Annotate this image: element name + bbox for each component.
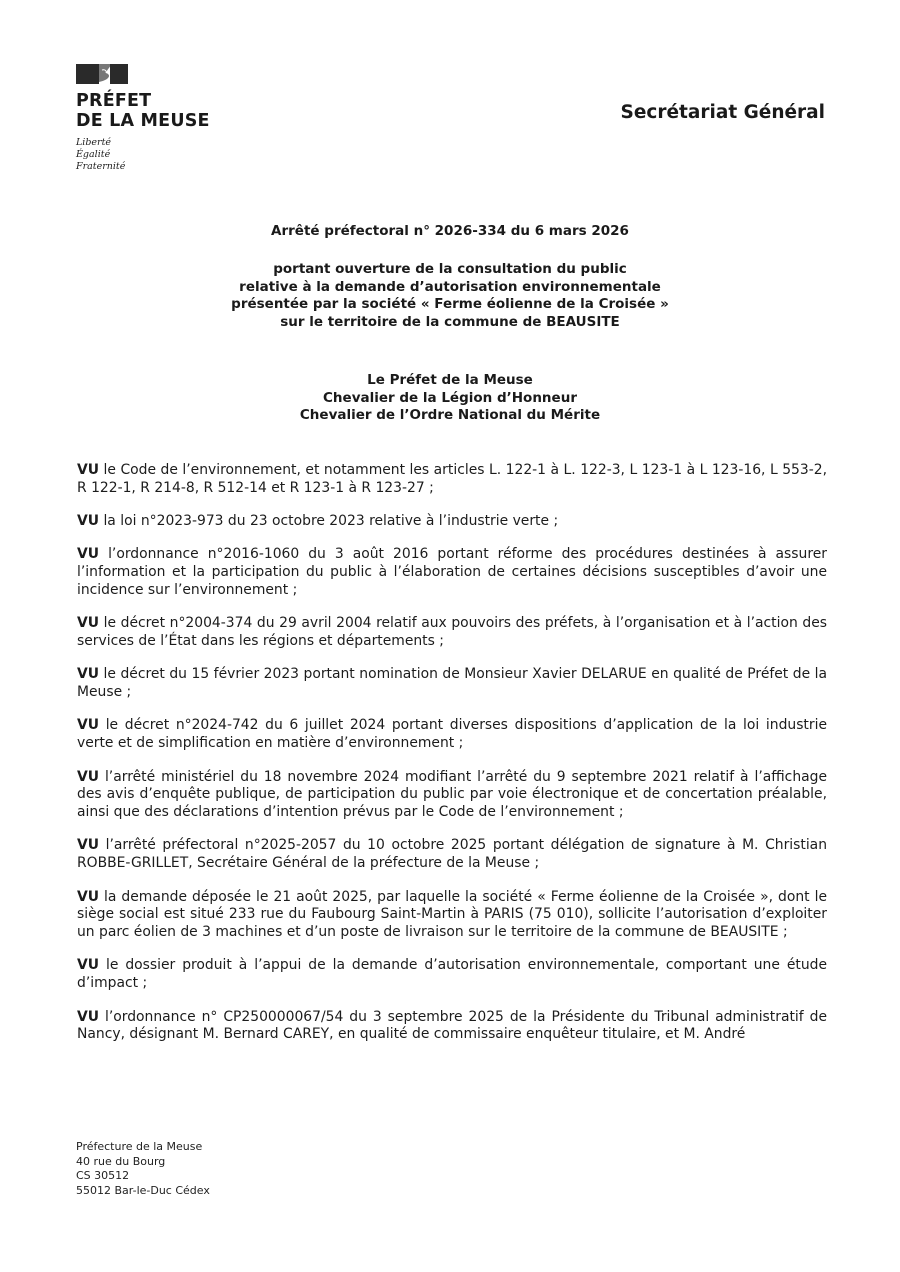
considerant-paragraph (77, 546, 827, 599)
authority-line: Le Préfet de la Meuse (367, 372, 533, 388)
republic-motto (76, 137, 276, 173)
prefecture-address (76, 1140, 210, 1198)
considerants-list (77, 462, 827, 1060)
prefecture-name (76, 91, 276, 131)
considerant-paragraph (77, 513, 827, 531)
considerant-text: l’ordonnance n°2016-1060 du 3 août 2016 portant réforme des procédures destinées à assurer l’information et la participation du public à l’élaboration de certaines décisions susceptibles d’avoir une incidence sur l’environnement ; (77, 546, 827, 598)
considerant-paragraph (77, 666, 827, 702)
arrete-title-line: Arrêté préfectoral n° 2026-334 du 6 mars 2026 (271, 223, 629, 239)
considerant-text: le Code de l’environnement, et notamment les articles L. 122-1 à L. 122-3, L 123-1 à L 123-16, L 553-2, R 122-1, R 214-8, R 512-14 et R 123-1 à R 123-27 ; (77, 462, 827, 496)
considerant-text: le dossier produit à l’appui de la demande d’autorisation environnementale, comportant une étude d’impact ; (77, 957, 827, 992)
subject-line: présentée par la société « Ferme éolienne de la Croisée » (231, 296, 669, 312)
address-line: CS 30512 (76, 1169, 130, 1182)
authority-line: Chevalier de l’Ordre National du Mérite (299, 407, 601, 423)
motto-fraternite: Fraternité (76, 161, 126, 172)
address-line: Préfecture de la Meuse (76, 1140, 203, 1153)
considerant-paragraph (77, 462, 827, 498)
subject-line: portant ouverture de la consultation du public (273, 261, 627, 277)
motto-liberte: Liberté (76, 137, 112, 148)
considerant-text: l’ordonnance n° CP250000067/54 du 3 septembre 2025 de la Présidente du Tribunal administratif de Nancy, désignant M. Bernard CAREY, en qualité de commissaire enquêteur titulaire, et M. André (77, 1008, 827, 1043)
vu-label: VU (77, 888, 100, 905)
considerant-paragraph (77, 889, 827, 942)
issuing-authority (0, 372, 900, 425)
vu-label: VU (77, 462, 100, 478)
marianne-logo-icon (76, 64, 128, 84)
address-line: 40 rue du Bourg (76, 1154, 166, 1168)
considerant-text: le décret du 15 février 2023 portant nomination de Monsieur Xavier DELARUE en qualité de Préfet de la Meuse ; (77, 666, 828, 701)
prefecture-name-line2: DE LA MEUSE (76, 111, 210, 131)
issuing-service: Secrétariat Général (620, 102, 825, 123)
considerant-text: la demande déposée le 21 août 2025, par laquelle la société « Ferme éolienne de la Croisée », dont le siège social est situé 233 rue du Faubourg Saint-Martin à PARIS (75 010), sollicite l’autorisation d’exploiter un parc éolien de 3 machines et d’un poste de livraison sur le territoire de la commune de BEAUSITE ; (77, 888, 827, 941)
vu-label: VU (77, 717, 100, 734)
vu-label: VU (77, 546, 100, 563)
prefecture-name-line1: PRÉFET (76, 91, 152, 111)
considerant-paragraph (77, 837, 827, 873)
considerant-text: l’arrêté préfectoral n°2025-2057 du 10 octobre 2025 portant délégation de signature à M. Christian ROBBE-GRILLET, Secrétaire Général de la préfecture de la Meuse ; (77, 837, 827, 872)
considerant-text: l’arrêté ministériel du 18 novembre 2024 modifiant l’arrêté du 9 septembre 2021 relatif à l’affichage des avis d’enquête publique, de participation du public par voie électronique et de concertation préalable, ainsi que des déclarations d’intention prévus par le Code de l’environnement ; (77, 768, 827, 821)
vu-label: VU (77, 1008, 100, 1025)
considerant-paragraph (77, 957, 827, 993)
arrete-subject (0, 261, 900, 331)
considerant-text: le décret n°2004-374 du 29 avril 2004 relatif aux pouvoirs des préfets, à l’organisation et à l’action des services de l’État dans les régions et départements ; (77, 615, 827, 650)
arrete-title (0, 223, 900, 241)
considerant-paragraph (77, 615, 827, 651)
considerant-text: le décret n°2024-742 du 6 juillet 2024 portant diverses dispositions d’application de la loi industrie verte et de simplification en matière d’environnement ; (77, 717, 827, 752)
vu-label: VU (77, 957, 100, 974)
subject-line: sur le territoire de la commune de BEAUSITE (280, 313, 620, 330)
address-line: 55012 Bar-le-Duc Cédex (76, 1183, 210, 1197)
vu-label: VU (77, 615, 100, 632)
considerant-paragraph (77, 769, 827, 822)
subject-line: relative à la demande d’autorisation environnementale (239, 278, 661, 295)
considerant-text: la loi n°2023-973 du 23 octobre 2023 relative à l’industrie verte ; (103, 513, 559, 530)
considerant-paragraph (77, 717, 827, 753)
vu-label: VU (77, 666, 100, 683)
considerant-paragraph (77, 1009, 827, 1045)
vu-label: VU (77, 837, 100, 854)
authority-line: Chevalier de la Légion d’Honneur (323, 389, 577, 406)
vu-label: VU (77, 513, 100, 530)
vu-label: VU (77, 768, 100, 785)
prefecture-logo-block (76, 64, 276, 173)
motto-egalite: Égalité (76, 149, 111, 160)
